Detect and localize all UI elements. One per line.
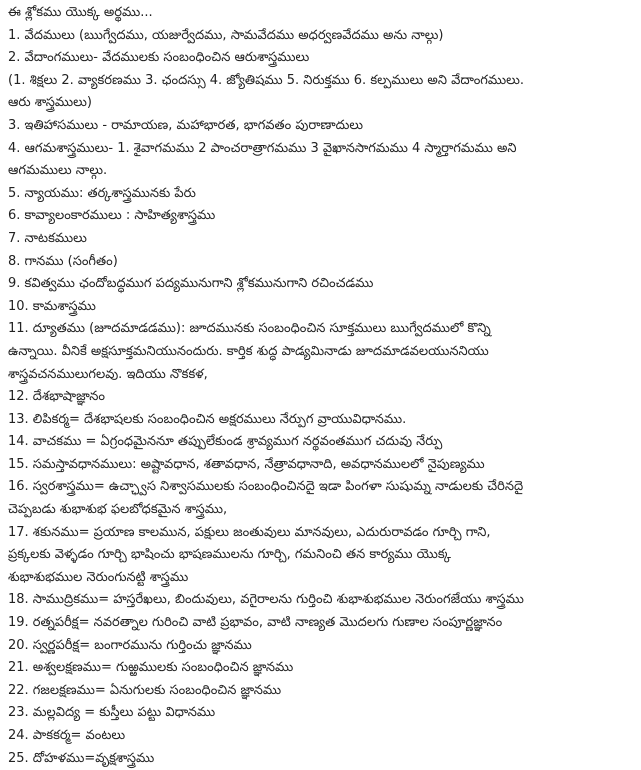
text-line: 17. శకునము= ప్రయాణ కాలమున, పక్షులు జంతువులు మానవులు, ఎదురురావడం గూర్చి గాని,: [8, 524, 491, 540]
text-line: 20. స్వర్ణపరీక్ష= బంగారమును గుర్తించు జ్ఞానము: [8, 637, 252, 653]
document-heading: ఈ శ్లోకము యొక్క అర్థము...: [8, 5, 153, 20]
text-line: 1. వేదములు (ఋగ్వేదము, యజుర్వేదము, సామవేదము అధర్వణవేదము అను నాల్గు): [8, 27, 444, 43]
text-line: 13. లిపికర్మ= దేశభాషలకు సంబంధించిన అక్షరములు నేర్పుగ వ్రాయువిధానము.: [8, 411, 407, 427]
text-line: 7. నాటకములు: [8, 230, 87, 246]
text-line: 2. వేదాంగములు- వేదములకు సంబంధించిన ఆరుశాస్త్రములు: [8, 50, 310, 66]
text-line: 23. మల్లవిద్య = కుస్తీలు పట్టు విధానము: [8, 705, 216, 721]
text-line: 8. గానము (సంగీతం): [8, 253, 118, 269]
text-line: శుభాశుభముల నెరుంగునట్టి శాస్త్రము: [8, 569, 189, 585]
text-line: శాస్త్రవచనములుగలవు. ఇదియు నొకకళ,: [8, 366, 208, 382]
text-line: 12. దేశభాషాజ్ఞానం: [8, 389, 105, 405]
text-line: ఆరు శాస్త్రములు): [8, 95, 92, 111]
text-line: 24. పాకకర్మ= వంటలు: [8, 728, 126, 743]
text-line: (1. శిక్షలు 2. వ్యాకరణము 3. ఛందస్సు 4. జ్యోతిషము 5. నిరుక్తము 6. కల్పములు అని వేదాంగములు.: [8, 72, 524, 88]
text-line: 6. కావ్యాలంకారములు : సాహిత్యశాస్త్రము: [8, 208, 216, 224]
text-line: 21. అశ్వలక్షణము= గుఱ్ఱములకు సంబంధించిన జ్ఞానము: [8, 660, 294, 676]
text-line: చెప్పబడు శుభాశుభ ఫలబోధకమైన శాస్త్రము,: [8, 502, 228, 518]
text-line: 11. ద్యూతము (జూదమాడడము): జూదమునకు సంబంధించిన సూక్తములు ఋగ్వేదములో కొన్ని: [8, 321, 491, 337]
text-line: 3. ఇతిహాసములు - రామాయణ, మహాభారత, భాగవతం పురాణాదులు: [8, 117, 364, 133]
text-line: 16. స్వరశాస్త్రము= ఉచ్ఛ్వాస నిశ్వాసములకు సంబంధించినదై ఇడా పింగళా సుషుమ్న నాడులకు చేరినదై: [8, 479, 524, 495]
text-line: ఆగమములు నాల్గు.: [8, 163, 108, 179]
text-line: 25. దోహళము=వృక్షశాస్త్రము: [8, 750, 155, 766]
text-line: 5. న్యాయము: తర్కశాస్త్రమునకు పేరు: [8, 185, 196, 201]
text-line: 19. రత్నపరీక్ష= నవరత్నాల గురించి వాటి ప్రభావం, వాటి నాణ్యత మొదలగు గుణాల సంపూర్ణజ్ఞానం: [8, 615, 503, 631]
text-line: ఉన్నాయి. వీనికే అక్షసూక్తమనియునందురు. కార్తిక శుద్ధ పాడ్యమినాడు జూదమాడవలయుననియు: [8, 343, 489, 359]
text-line: 4. ఆగమశాస్త్రములు- 1. శైవాగమము 2 పాంచరాత్రాగమము 3 వైఖానసాగమము 4 స్మార్తాగమము అని: [8, 140, 517, 156]
text-line: ప్రక్కలకు వెళ్ళడం గూర్చి భాషించు భాషణములను గూర్చి, గమనించి తన కార్యము యొక్క: [8, 547, 451, 563]
text-line: 10. కామశాస్త్రము: [8, 298, 96, 314]
text-line: 22. గజలక్షణము= ఏనుగులకు సంబంధించిన జ్ఞానము: [8, 682, 282, 698]
text-line: 9. కవిత్వము ఛందోబద్ధముగ పద్యమునుగాని శ్లోకమునుగాని రచించడము: [8, 276, 374, 292]
text-line: 15. సమస్తావధానములు: అష్టావధాన, శతావధాన, నేత్రావధానాది, అవధానములలో నైపుణ్యము: [8, 456, 485, 472]
text-line: 14. వాచకము = ఏగ్రంధమైననూ తప్పులేకుండ శ్రావ్యముగ నర్థవంతముగ చదువు నేర్పు: [8, 434, 443, 450]
text-line: 18. సాముద్రికము= హస్తరేఖలు, బిందువులు, వగైరాలను గుర్తించి శుభాశుభముల నెరుంగజేయు శాస్త్రము: [8, 592, 524, 608]
